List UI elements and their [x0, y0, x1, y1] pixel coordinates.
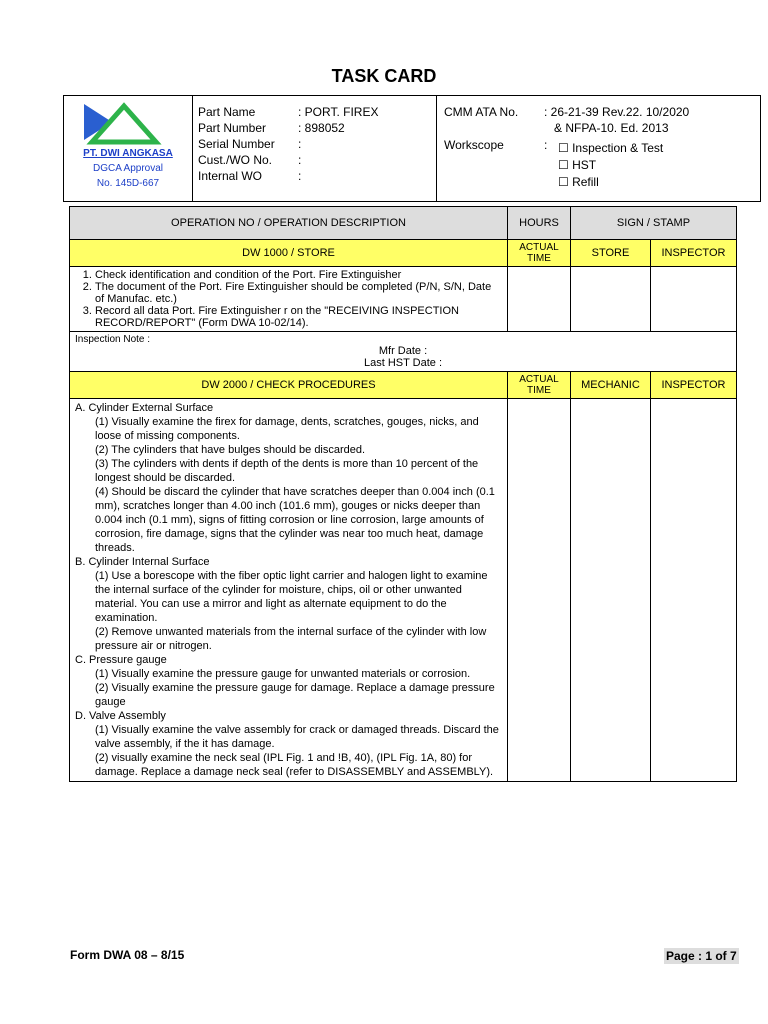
cmm-label: CMM ATA No.	[444, 105, 519, 119]
b1: (1) Use a borescope with the fiber optic light carrier and halogen light to examine the internal surface of the cylinder for moisture, chips, oil or other unwanted material. You can use a mirror and light as alternate equipment to do the examination.	[95, 570, 488, 624]
s1-title: DW 1000 / STORE	[70, 240, 508, 267]
page-title: TASK CARD	[331, 66, 437, 86]
hst: Last HST Date :	[363, 357, 443, 369]
task-table	[69, 206, 737, 782]
label: Part Number	[198, 121, 267, 135]
a3: (3) The cylinders with dents if depth of the dents is more than 10 percent of the longest should be discarded.	[95, 458, 479, 484]
label: Cust./WO No.	[198, 153, 273, 167]
sec-a: A. Cylinder External Surface	[75, 402, 214, 414]
s2-actual: ACTUAL TIME	[508, 372, 571, 399]
cmm-value2: & NFPA-10. Ed. 2013	[554, 121, 669, 135]
value: :	[298, 153, 302, 167]
s1-item: 1. Check identification and condition of the Port. Fire Extinguisher	[95, 269, 502, 281]
opt: HST	[572, 158, 597, 172]
a1: (1) Visually examine the firex for damage, dents, scratches, gouges, nicks, and loose of missing components.	[95, 416, 479, 442]
workscope-label: Workscope	[444, 138, 504, 152]
d1: (1) Visually examine the valve assembly for crack or damaged threads. Discard the valve assembly, if the it has damage.	[95, 724, 499, 750]
opt: Refill	[572, 175, 599, 189]
c2: (2) Visually examine the pressure gauge for damage. Replace a damage pressure gauge	[95, 682, 495, 708]
h-op: OPERATION NO / OPERATION DESCRIPTION	[70, 207, 508, 240]
value: :	[298, 137, 302, 151]
approval: DGCA Approval	[92, 163, 164, 174]
h-sign: SIGN / STAMP	[571, 207, 737, 240]
note: Inspection Note :	[75, 334, 151, 345]
a2: (2) The cylinders that have bulges should be discarded.	[95, 444, 366, 456]
d2: (2) visually examine the neck seal (IPL Fig. 1 and !B, 40), (IPL Fig. 1A, 80) for damage. Replace a damage neck seal (refer to DISASSEMBLY and ASSEMBLY).	[95, 752, 494, 778]
cb-refill[interactable]: ☐ Refill	[558, 175, 599, 189]
s2-title: DW 2000 / CHECK PROCEDURES	[70, 372, 508, 399]
s1-item: 2. The document of the Port. Fire Extinguisher should be completed (P/N, S/N, Date of Manufac. etc.)	[95, 281, 502, 305]
label: Internal WO	[198, 169, 263, 183]
header-box	[63, 95, 761, 202]
mfr: Mfr Date :	[378, 345, 428, 357]
form-no: Form DWA 08 – 8/15	[70, 948, 185, 962]
label: Serial Number	[198, 137, 275, 151]
h-hours: HOURS	[508, 207, 571, 240]
label: Part Name	[198, 105, 256, 119]
c1: (1) Visually examine the pressure gauge for unwanted materials or corrosion.	[95, 668, 471, 680]
sec-d: D. Valve Assembly	[75, 710, 166, 722]
value: : PORT. FIREX	[298, 105, 379, 119]
approval-no: No. 145D-667	[96, 178, 160, 189]
cmm-value: : 26-21-39 Rev.22. 10/2020	[544, 105, 690, 119]
sec-c: C. Pressure gauge	[75, 654, 167, 666]
company-logo	[82, 102, 162, 146]
value: :	[298, 169, 302, 183]
s1-c3: INSPECTOR	[650, 240, 736, 267]
s2-c2: MECHANIC	[571, 372, 651, 399]
s1-actual: ACTUAL TIME	[508, 240, 571, 267]
cb-hst[interactable]: ☐ HST	[558, 158, 597, 172]
page-number: Page : 1 of 7	[666, 949, 737, 963]
s2-c3: INSPECTOR	[650, 372, 736, 399]
s1-item: 3. Record all data Port. Fire Extinguisher r on the "RECEIVING INSPECTION RECORD/REPORT" (Form DWA 10-02/14).	[95, 305, 502, 329]
sec-b: B. Cylinder Internal Surface	[75, 556, 210, 568]
company-name: PT. DWI ANGKASA	[83, 148, 173, 159]
a4: (4) Should be discard the cylinder that have scratches deeper than 0.004 inch (0.1 mm), scratches longer than 4.00 inch (101.6 mm), gouges or nicks deeper than 0.004 inch (0.1 mm), signs of fitting corrosion or line corrosion, large amounts of corrosion, fire damage, signs that the cylinder was near too much heat, damage threads.	[95, 486, 495, 554]
workscope-colon: :	[544, 138, 548, 152]
opt: Inspection & Test	[572, 141, 664, 155]
b2: (2) Remove unwanted materials from the internal surface of the cylinder with low pressure air or nitrogen.	[95, 626, 487, 652]
value: : 898052	[298, 121, 345, 135]
cb-inspection[interactable]: ☐ Inspection & Test	[558, 141, 664, 155]
s1-c2: STORE	[571, 240, 651, 267]
